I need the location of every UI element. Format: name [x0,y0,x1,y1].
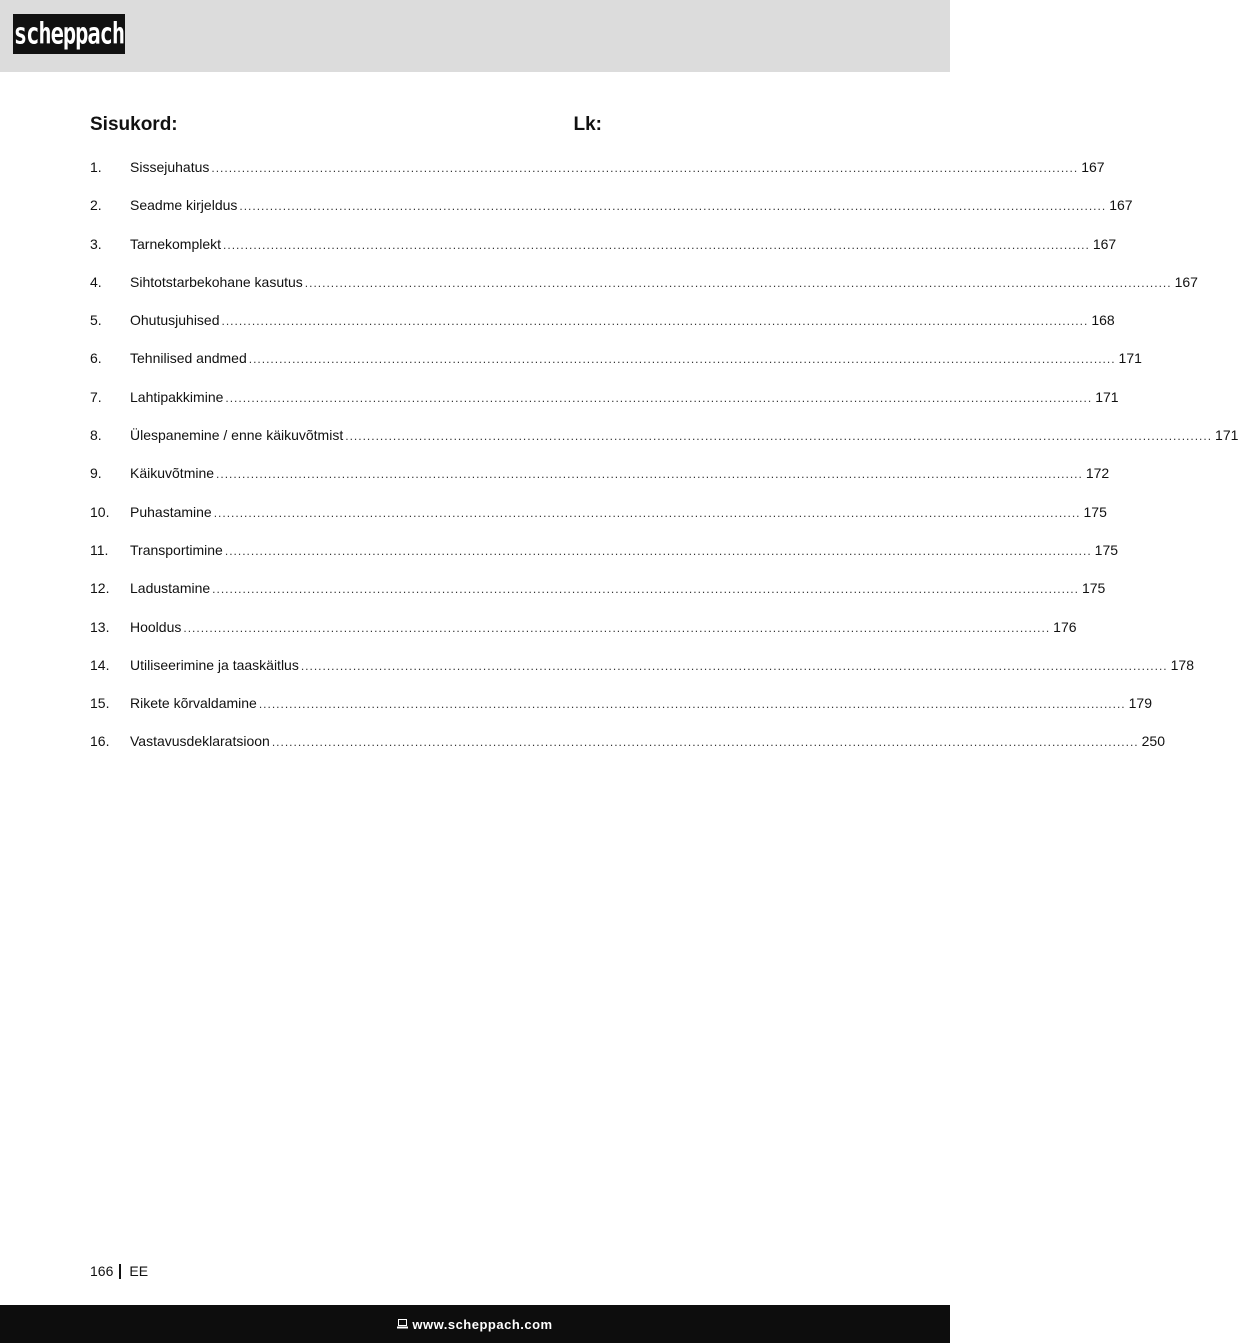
toc-entry-body [130,500,1107,525]
toc-entry-page: 178 [1170,656,1194,673]
toc-dot-leader: ........................................................................................................................................................................................................ [248,352,1116,367]
toc-entry-body [130,193,1133,218]
toc-entry-number: 2. [90,197,102,214]
toc-entry[interactable] [90,270,1198,308]
toc-entry-body [130,423,1239,448]
toc-entry-number: 14. [90,656,110,673]
toc-dot-leader: ........................................................................................................................................................................................................ [221,314,1089,329]
toc-entry-body [130,653,1194,678]
toc-entry-label: Transportimine [130,541,223,558]
toc-entry-number: 12. [90,580,110,597]
toc-entry[interactable] [90,385,1119,423]
toc-entry[interactable] [90,615,1077,653]
toc-entry-page: 167 [1109,197,1133,214]
toc-dot-leader: ........................................................................................................................................................................................................ [304,275,1172,290]
toc-entry[interactable] [90,232,1117,270]
toc-entry-number: 5. [90,312,102,329]
header-band [0,0,950,72]
toc-entry-label: Ülespanemine / enne käikuvõtmist [130,427,344,444]
toc-entry-page: 179 [1128,695,1152,712]
toc-dot-leader: ........................................................................................................................................................................................................ [183,620,1051,635]
logo-text: scheppach [13,17,125,51]
toc-page-column-label: Lk: [573,114,602,135]
language-code: EE [129,1263,149,1279]
toc-entry-label: Utiliseerimine ja taaskäitlus [130,656,299,673]
toc-entry-body [130,385,1119,410]
toc-entry-page: 250 [1141,733,1165,750]
toc-entry-label: Hooldus [130,618,182,635]
toc-entry[interactable] [90,576,1106,614]
toc-entry-label: Puhastamine [130,503,212,520]
toc-entry-label: Lahtipakkimine [130,388,224,405]
toc-entry[interactable] [90,155,1105,193]
computer-icon [397,1319,408,1329]
website-url[interactable]: www.scheppach.com [412,1316,553,1332]
toc-heading [90,114,602,142]
toc-dot-leader: ........................................................................................................................................................................................................ [223,237,1090,252]
toc-dot-leader: ........................................................................................................................................................................................................ [216,467,1083,482]
toc-entry-body [130,691,1152,716]
toc-entry-number: 7. [90,388,102,405]
toc-entry[interactable] [90,193,1133,231]
toc-entry-number: 3. [90,235,102,252]
toc-entry-label: Seadme kirjeldus [130,197,238,214]
toc-entry-body [130,232,1117,257]
toc-entry-label: Vastavusdeklaratsioon [130,733,270,750]
toc-entry-page: 167 [1092,235,1117,252]
toc-entry-number: 15. [90,695,110,712]
toc-dot-leader: ........................................................................................................................................................................................................ [300,658,1168,673]
toc-entry-page: 167 [1081,159,1105,175]
toc-entry-body [130,346,1142,371]
toc-dot-leader: ........................................................................................................................................................................................................ [212,582,1079,597]
toc-dot-leader: ........................................................................................................................................................................................................ [224,543,1092,558]
toc-entry-page: 175 [1094,541,1119,558]
toc-entry-page: 167 [1174,273,1198,290]
toc-entry-number: 13. [90,618,110,635]
toc-entry-label: Rikete kõrvaldamine [130,695,257,712]
toc-entry-body [130,461,1110,486]
footer-page-info [90,1263,148,1279]
toc-entry-body [130,729,1165,754]
toc-entry-number: 6. [90,350,102,367]
toc-dot-leader: ........................................................................................................................................................................................................ [271,735,1139,750]
toc-dot-leader: ........................................................................................................................................................................................................ [225,390,1093,405]
brand-logo [13,14,125,54]
toc-entry[interactable] [90,500,1107,538]
page-number: 166 [90,1263,114,1279]
toc-entry-page: 171 [1215,427,1239,444]
toc-dot-leader: ........................................................................................................................................................................................................ [345,429,1213,444]
toc-dot-leader: ........................................................................................................................................................................................................ [258,697,1126,712]
footer-divider [119,1264,121,1279]
toc-entry-number: 9. [90,465,102,482]
toc-entry-number: 4. [90,273,102,290]
toc-dot-leader: ........................................................................................................................................................................................................ [211,161,1079,175]
toc-title: Sisukord: [90,114,178,135]
toc-entry-page: 175 [1083,503,1107,520]
toc-entry-label: Ladustamine [130,580,211,597]
toc-entry-label: Tarnekomplekt [130,235,222,252]
toc-entry-number: 8. [90,427,102,444]
toc-entry[interactable] [90,653,1194,691]
toc-entry[interactable] [90,308,1115,346]
toc-entry-body [130,538,1119,563]
toc-entry-page: 171 [1118,350,1142,367]
toc-entry-label: Käikuvõtmine [130,465,215,482]
toc-entry-number: 10. [90,503,110,520]
toc-entry-label: Tehnilised andmed [130,350,247,367]
toc-entry[interactable] [90,461,1110,499]
toc-entry-number: 11. [90,541,109,558]
toc-entry-page: 171 [1095,388,1119,405]
footer-bar [0,1305,950,1343]
toc-entry-number: 16. [90,733,110,750]
toc-entry-page: 176 [1053,618,1077,635]
toc-entry[interactable] [90,538,1119,576]
toc-entry-page: 168 [1091,312,1115,329]
toc-entry-number: 1. [90,159,102,175]
toc-entry-page: 175 [1081,580,1106,597]
toc-entry-label: Sissejuhatus [130,159,210,175]
toc-dot-leader: ........................................................................................................................................................................................................ [239,199,1107,214]
toc-entry-body [130,576,1106,601]
toc-entry[interactable] [90,423,1239,461]
toc-entry[interactable] [90,729,1165,767]
toc-entry-label: Ohutusjuhised [130,312,220,329]
toc-entry-page: 172 [1085,465,1110,482]
toc-entry-body [130,155,1105,180]
footer-website[interactable] [397,1317,552,1332]
toc-dot-leader: ........................................................................................................................................................................................................ [213,505,1081,520]
toc-list [90,155,1239,768]
toc-entry-body [130,270,1198,295]
toc-entry[interactable] [90,346,1142,384]
toc-entry-body [130,615,1077,640]
toc-entry-label: Sihtotstarbekohane kasutus [130,273,303,290]
toc-entry-body [130,308,1115,333]
toc-entry[interactable] [90,691,1152,729]
